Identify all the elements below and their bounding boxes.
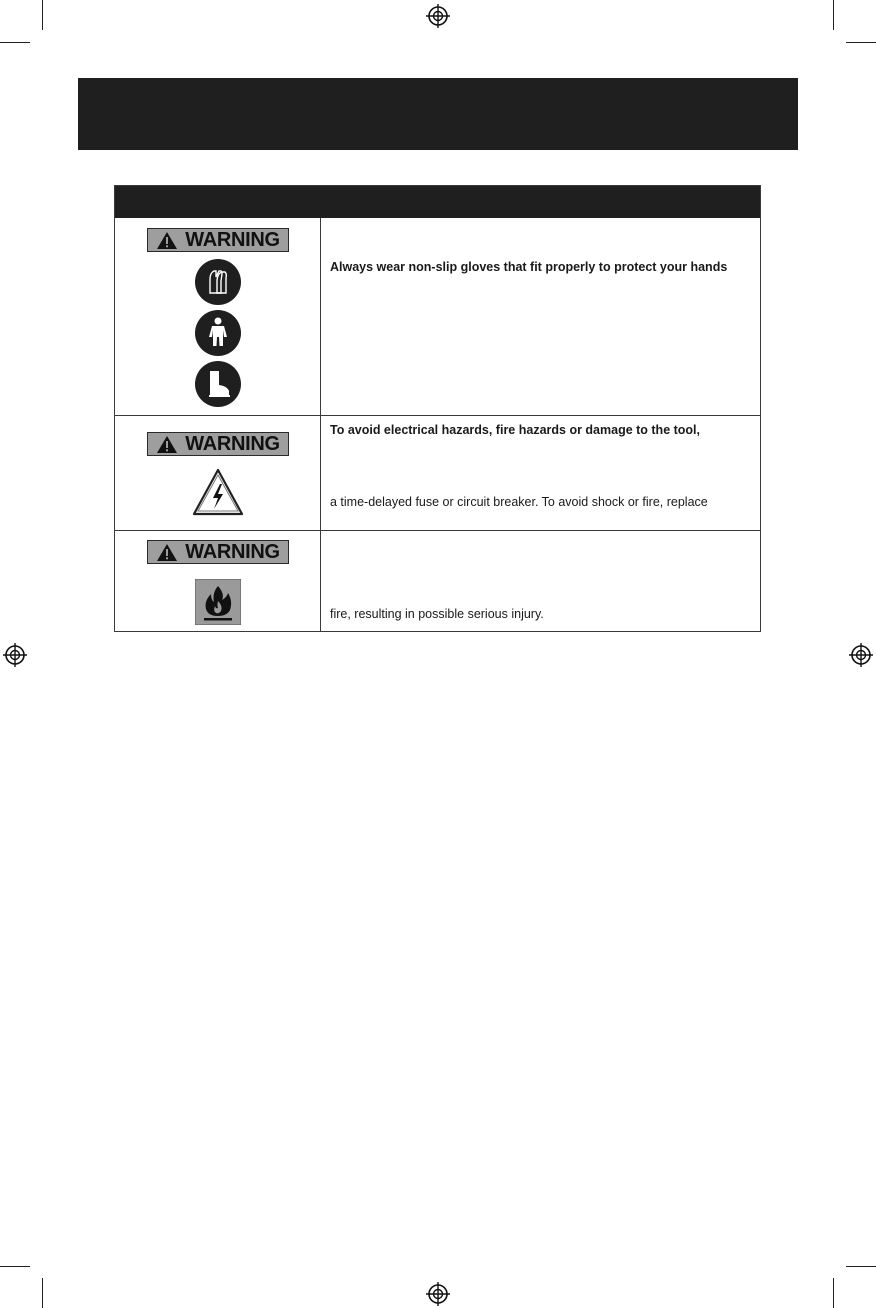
row-3-text: fire, resulting in possible serious injury.	[330, 607, 544, 621]
section-banner	[78, 78, 798, 150]
warning-label-text: WARNING	[185, 229, 280, 251]
protective-suit-icon	[195, 310, 241, 356]
gloves-icon	[195, 259, 241, 305]
registration-mark-icon	[426, 1282, 450, 1306]
warning-triangle-icon	[156, 435, 178, 454]
crop-mark-bottom-left-v	[42, 1278, 43, 1308]
column-divider	[320, 218, 321, 631]
row-2-text-bold: To avoid electrical hazards, fire hazards or damage to the tool,	[330, 423, 701, 437]
warning-label	[147, 228, 289, 252]
warning-label-text: WARNING	[185, 541, 280, 563]
warning-label	[147, 432, 289, 456]
safety-boot-icon	[195, 361, 241, 407]
crop-mark-top-left-v	[42, 0, 43, 30]
table-header	[115, 186, 760, 218]
registration-mark-icon	[426, 4, 450, 28]
warning-triangle-icon	[156, 231, 178, 250]
warning-label	[147, 540, 289, 564]
crop-mark-bottom-left-h	[0, 1266, 30, 1267]
registration-mark-icon	[849, 643, 873, 667]
row-divider	[115, 415, 760, 416]
crop-mark-bottom-right-h	[846, 1266, 876, 1267]
crop-mark-top-right-h	[846, 42, 876, 43]
row-1-text: Always wear non-slip gloves that fit properly to protect your hands	[330, 260, 728, 274]
row-2-text: a time-delayed fuse or circuit breaker. To avoid shock or fire, replace	[330, 495, 708, 509]
crop-mark-bottom-right-v	[833, 1278, 834, 1308]
electrical-hazard-icon	[191, 467, 245, 517]
registration-mark-icon	[3, 643, 27, 667]
crop-mark-top-right-v	[833, 0, 834, 30]
warning-triangle-icon	[156, 543, 178, 562]
warning-label-text: WARNING	[185, 433, 280, 455]
row-divider	[115, 530, 760, 531]
fire-hazard-icon	[195, 579, 241, 625]
crop-mark-top-left-h	[0, 42, 30, 43]
safety-warning-table	[114, 185, 761, 632]
